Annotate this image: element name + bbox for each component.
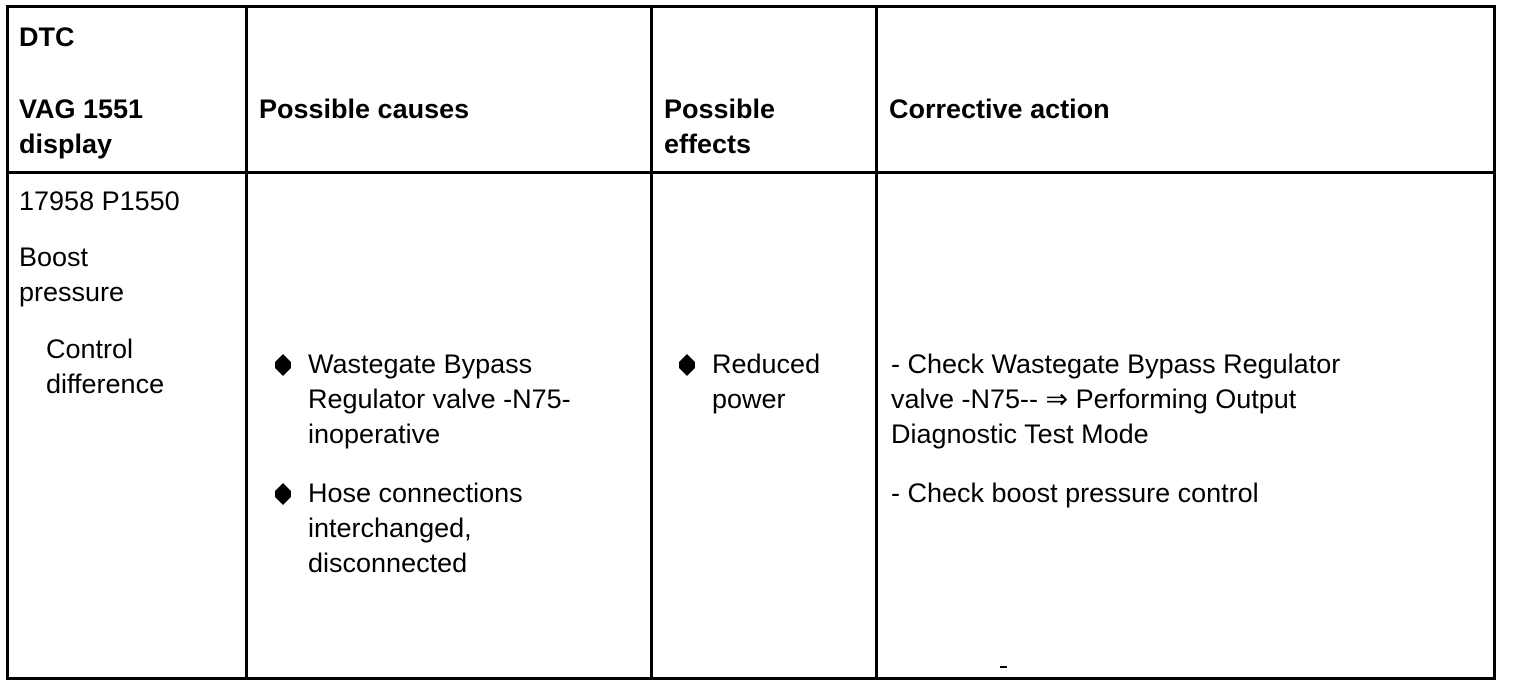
cause-item: [274, 476, 523, 581]
dtc-table: [6, 5, 1496, 680]
column-divider: [650, 8, 653, 677]
dtc-code: 17958 P1550: [19, 186, 180, 216]
bullet-icon: [274, 354, 292, 376]
dtc-subtitle: Control difference: [46, 334, 165, 399]
action-item: - Check Wastegate Bypass Regulator valve -N75-- ⇒ Performing Output Diagnostic Test Mode: [891, 349, 1341, 449]
action-item: - Check boost pressure control: [891, 478, 1259, 508]
header-possible-effects: Possible effects: [664, 94, 776, 159]
header-dtc-label: DTC: [19, 22, 75, 52]
stray-mark: [1000, 666, 1007, 668]
cause-text: Wastegate Bypass Regulator valve -N75- inoperative: [308, 349, 571, 449]
column-divider: [245, 8, 248, 677]
cause-item: [274, 347, 571, 452]
column-divider: [875, 8, 878, 677]
cause-text: Hose connections interchanged, disconnected: [308, 478, 523, 578]
dtc-title: Boost pressure: [19, 242, 125, 307]
header-divider: [9, 171, 1493, 174]
header-dtc: [19, 20, 75, 55]
header-vag-display: VAG 1551 display: [19, 94, 144, 159]
effect-item: [678, 347, 820, 417]
bullet-icon: [274, 483, 292, 505]
effect-text: Reduced power: [712, 349, 821, 414]
bullet-icon: [678, 354, 696, 376]
header-possible-causes: Possible causes: [259, 94, 470, 124]
header-corrective-action: Corrective action: [889, 94, 1110, 124]
